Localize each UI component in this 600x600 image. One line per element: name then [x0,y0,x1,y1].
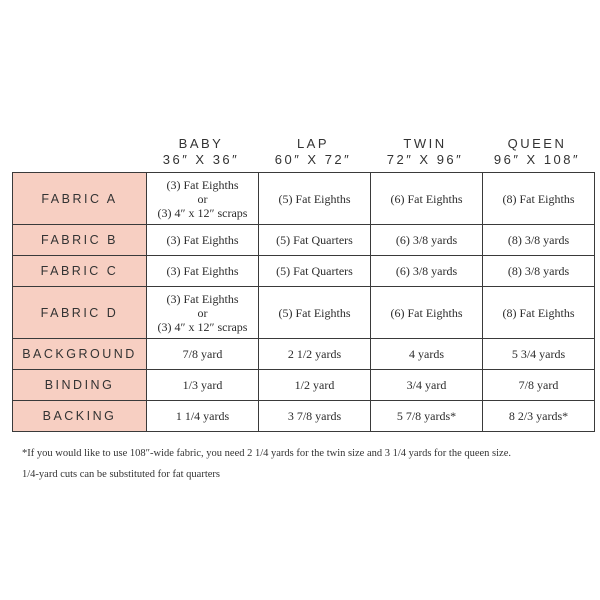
cell-lap: (5) Fat Eighths [259,173,371,225]
table-row-fabric-b [13,225,595,256]
column-size: 36″ X 36″ [162,152,240,167]
cell-twin: 3/4 yard [371,370,483,401]
cell-lap: (5) Fat Quarters [259,256,371,287]
column-header-twin [369,136,481,172]
cell-baby [147,287,259,339]
cell-line: (3) Fat Eighths [166,291,239,306]
table-row-background [13,339,595,370]
cell-or: or [197,305,208,320]
column-size: 96″ X 108″ [493,152,581,167]
cell-baby: 7/8 yard [147,339,259,370]
row-label: FABRIC D [13,287,147,339]
footnotes [22,443,592,485]
cell-queen: (8) 3/8 yards [483,256,595,287]
cell-twin: (6) 3/8 yards [371,225,483,256]
cell-twin: 4 yards [371,339,483,370]
footnote-wide-fabric: *If you would like to use 108″-wide fabric, you need 2 1/4 yards for the twin size and 3 1/4 yards for the queen size. [22,448,511,459]
cell-line: (3) 4″ x 12″ scraps [157,205,248,220]
column-headers [145,136,593,172]
cell-twin: (6) Fat Eighths [371,287,483,339]
cell-baby: (3) Fat Eighths [147,225,259,256]
row-label: BACKING [13,401,147,432]
column-name: QUEEN [507,136,567,151]
cell-lap: 2 1/2 yards [259,339,371,370]
cell-baby [147,173,259,225]
row-label: BACKGROUND [13,339,147,370]
row-label: FABRIC A [13,173,147,225]
table-row-fabric-c [13,256,595,287]
column-header-baby [145,136,257,172]
footnote-substitution: 1/4-yard cuts can be substituted for fat quarters [22,469,220,480]
table-row-fabric-d [13,287,595,339]
table-row-backing [13,401,595,432]
cell-baby: (3) Fat Eighths [147,256,259,287]
cell-baby: 1 1/4 yards [147,401,259,432]
column-header-lap [257,136,369,172]
row-label: BINDING [13,370,147,401]
cell-queen: (8) Fat Eighths [483,287,595,339]
cell-queen: 7/8 yard [483,370,595,401]
column-size: 72″ X 96″ [386,152,464,167]
cell-twin: 5 7/8 yards* [371,401,483,432]
column-size: 60″ X 72″ [274,152,352,167]
column-name: BABY [178,136,224,151]
cell-line: (3) Fat Eighths [166,177,239,192]
table-row-fabric-a [13,173,595,225]
cell-twin: (6) 3/8 yards [371,256,483,287]
table-row-binding [13,370,595,401]
cell-lap: (5) Fat Eighths [259,287,371,339]
cell-queen: (8) 3/8 yards [483,225,595,256]
cell-twin: (6) Fat Eighths [371,173,483,225]
cell-or: or [197,191,208,206]
column-name: TWIN [403,136,447,151]
cell-queen: 8 2/3 yards* [483,401,595,432]
row-label: FABRIC B [13,225,147,256]
cell-queen: (8) Fat Eighths [483,173,595,225]
column-name: LAP [296,136,330,151]
cell-lap: 3 7/8 yards [259,401,371,432]
cell-lap: (5) Fat Quarters [259,225,371,256]
cell-lap: 1/2 yard [259,370,371,401]
fabric-requirements-table [12,172,595,432]
cell-queen: 5 3/4 yards [483,339,595,370]
row-label: FABRIC C [13,256,147,287]
cell-baby: 1/3 yard [147,370,259,401]
column-header-queen [481,136,593,172]
cell-line: (3) 4″ x 12″ scraps [157,319,248,334]
